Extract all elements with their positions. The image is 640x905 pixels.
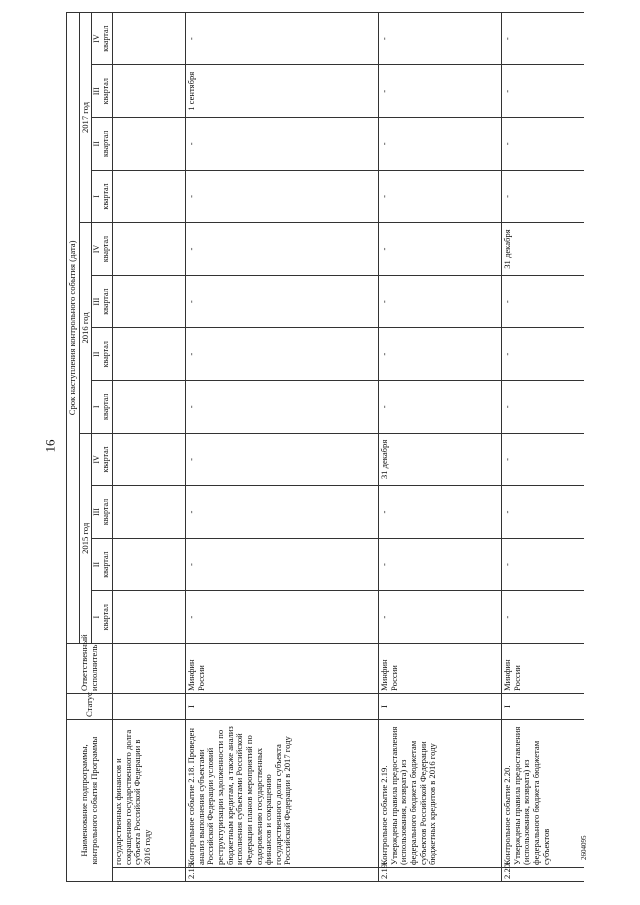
row-quarter-value: -: [379, 538, 502, 591]
document-code: 2604095: [580, 835, 588, 860]
row-quarter-value: -: [186, 170, 379, 223]
quarter-number: III: [92, 508, 102, 517]
quarter-number: II: [92, 141, 102, 147]
quarter-number: IV: [92, 244, 102, 254]
row-responsible: Минфин России: [379, 644, 502, 694]
quarter-label: квартал: [101, 130, 111, 157]
row-responsible: [113, 644, 186, 694]
row-quarter-value: [113, 538, 186, 591]
row-quarter-value: [113, 12, 186, 65]
header-quarter: [92, 223, 113, 276]
quarter-number: II: [92, 351, 102, 357]
header-deadline: Срок наступления контрольного события (дата): [67, 12, 80, 643]
header-quarter: [92, 381, 113, 434]
quarter-label: квартал: [101, 604, 111, 631]
row-quarter-value: -: [502, 65, 585, 118]
header-quarter: [92, 486, 113, 539]
row-quarter-value: -: [502, 170, 585, 223]
row-quarter-value: [113, 381, 186, 434]
table-row: [379, 12, 502, 881]
row-number: [113, 868, 186, 882]
row-quarter-value: -: [379, 12, 502, 65]
row-status: I: [186, 694, 379, 720]
quarter-label: квартал: [101, 393, 111, 420]
header-quarter: [92, 538, 113, 591]
row-quarter-value: -: [502, 118, 585, 171]
row-quarter-value: -: [379, 170, 502, 223]
header-year: 2015 год: [79, 433, 92, 643]
quarter-label: квартал: [101, 498, 111, 526]
quarter-label: квартал: [101, 25, 111, 52]
quarter-label: квартал: [101, 235, 111, 263]
row-quarter-value: [113, 275, 186, 328]
row-quarter-value: [113, 223, 186, 276]
row-quarter-value: -: [502, 433, 585, 486]
row-quarter-value: -: [186, 486, 379, 539]
row-quarter-value: 31 декабря: [502, 223, 585, 276]
row-name: государственных финансов и сокращению государственного долга субъекта Российской Федерации в 2016 году: [113, 720, 186, 868]
row-status: [113, 694, 186, 720]
row-status: I: [502, 694, 585, 720]
quarter-number: I: [92, 615, 102, 619]
quarter-number: IV: [92, 34, 102, 43]
quarter-label: квартал: [101, 78, 111, 105]
page-number: 16: [42, 439, 58, 453]
row-quarter-value: -: [379, 591, 502, 644]
row-quarter-value: [113, 433, 186, 486]
row-quarter-value: -: [379, 223, 502, 276]
header-quarter: [92, 591, 113, 644]
header-quarter: [92, 275, 113, 328]
quarter-number: II: [92, 561, 102, 568]
row-quarter-value: -: [502, 538, 585, 591]
quarter-number: IV: [92, 455, 102, 464]
row-quarter-value: -: [379, 118, 502, 171]
row-quarter-value: -: [186, 433, 379, 486]
row-quarter-value: -: [502, 12, 585, 65]
row-quarter-value: [113, 118, 186, 171]
header-year: 2017 год: [79, 12, 92, 222]
header-status: Статус: [67, 694, 113, 720]
header-quarter: [92, 328, 113, 381]
row-quarter-value: -: [379, 328, 502, 381]
header-quarter: [92, 65, 113, 118]
row-quarter-value: -: [186, 12, 379, 65]
row-quarter-value: -: [502, 328, 585, 381]
header-name: Наименование подпрограммы, контрольного события Программы: [67, 720, 113, 882]
table-row: [113, 12, 186, 881]
row-quarter-value: 1 сентября: [186, 65, 379, 118]
table-row: [186, 12, 379, 881]
row-quarter-value: [113, 65, 186, 118]
header-quarter: [92, 118, 113, 171]
table-row: [502, 12, 585, 881]
header-quarter: [92, 170, 113, 223]
row-number: 2.18.: [186, 868, 379, 882]
quarter-number: III: [92, 87, 102, 96]
row-quarter-value: -: [502, 381, 585, 434]
quarter-label: квартал: [101, 446, 111, 473]
row-name: Контрольное событие 2.19. Утверждены правила предоставления (использования, возврата) из федерального бюджета бюджетам субъектов Российской Федерации бюджетных кредитов в 2016 году: [379, 720, 502, 868]
quarter-label: квартал: [101, 551, 111, 578]
row-quarter-value: -: [502, 486, 585, 539]
row-name: Контрольное событие 2.20. Утверждены правила предоставления (использования, возврата) из федерального бюджета бюджетам субъектов: [502, 720, 585, 868]
row-quarter-value: -: [186, 538, 379, 591]
row-quarter-value: [113, 591, 186, 644]
row-quarter-value: -: [379, 275, 502, 328]
row-quarter-value: -: [502, 275, 585, 328]
row-quarter-value: 31 декабря: [379, 433, 502, 486]
row-quarter-value: -: [379, 65, 502, 118]
control-events-table: [66, 12, 584, 882]
header-responsible: Ответственный исполнитель: [67, 644, 113, 694]
row-quarter-value: [113, 170, 186, 223]
quarter-number: III: [92, 297, 102, 306]
row-quarter-value: -: [379, 486, 502, 539]
row-quarter-value: -: [186, 381, 379, 434]
row-quarter-value: -: [186, 328, 379, 381]
row-quarter-value: -: [186, 118, 379, 171]
row-quarter-value: -: [186, 275, 379, 328]
row-status: I: [379, 694, 502, 720]
row-quarter-value: -: [502, 591, 585, 644]
row-quarter-value: -: [186, 591, 379, 644]
header-year: 2016 год: [79, 223, 92, 433]
rotated-page: [66, 12, 611, 882]
quarter-number: I: [92, 405, 102, 409]
row-quarter-value: -: [379, 381, 502, 434]
quarter-label: квартал: [101, 288, 111, 315]
header-quarter: [92, 433, 113, 486]
quarter-label: квартал: [101, 341, 111, 368]
row-quarter-value: [113, 486, 186, 539]
row-number: 2.20.: [502, 868, 585, 882]
quarter-label: квартал: [101, 183, 111, 210]
row-name: Контрольное событие 2.18. Проведен анализ выполнения субъектами Российской Федерации условий реструктуризации задолженности по бюджетным кредитам, а также анализ исполнения субъектами Российской Федерации планов мероприятий по оздоровлению государственных финансов и сокращению государственного долга субъекта Российской Федерации в 2017 году: [186, 720, 379, 868]
row-quarter-value: -: [186, 223, 379, 276]
row-responsible: Минфин России: [186, 644, 379, 694]
row-responsible: Минфин России: [502, 644, 585, 694]
quarter-number: I: [92, 195, 102, 198]
header-quarter: [92, 12, 113, 65]
row-number: 2.19.: [379, 868, 502, 882]
row-quarter-value: [113, 328, 186, 381]
